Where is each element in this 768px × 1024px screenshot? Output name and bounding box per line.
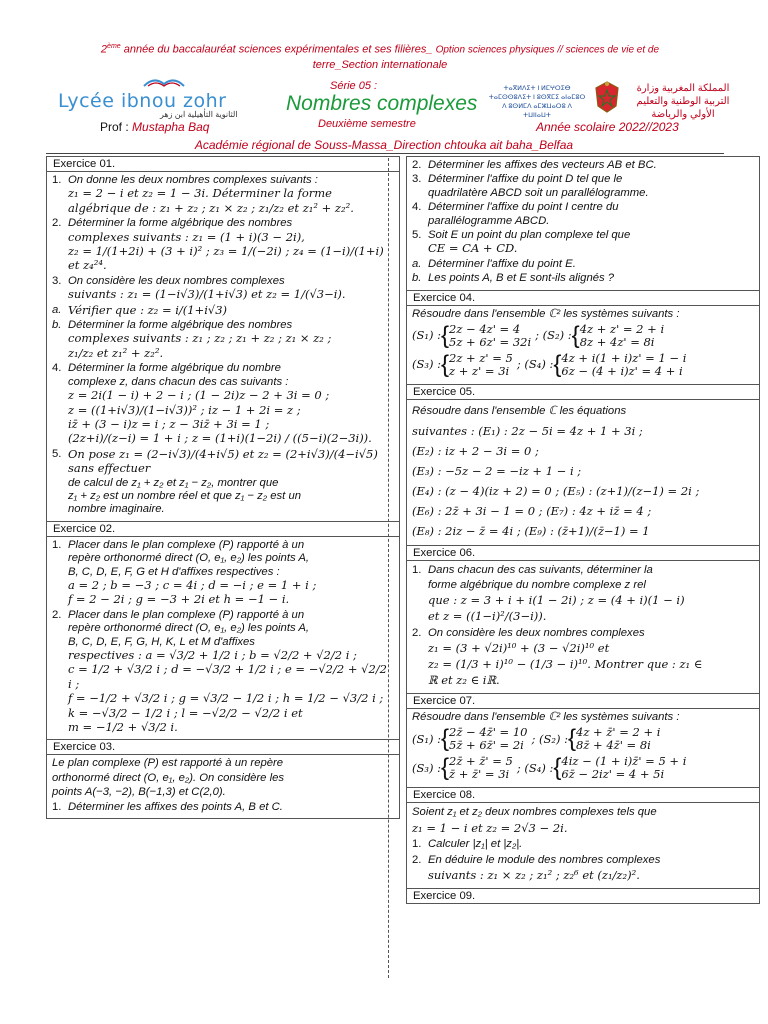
exercise-06 <box>406 561 760 693</box>
ministry-arabic: المملكة المغربية وزارة التربية الوطنية والتعليم الأولي والرياضة <box>636 83 730 120</box>
text-line: Déterminer la forme algébrique des nombres <box>68 319 293 332</box>
text-line: f = 2 − 2i ; g = −3 + 2i et h = −1 − i. <box>68 592 290 607</box>
text-line: z₁ = 1 − i et z₂ = 2√3 − 2i. <box>412 821 568 836</box>
text-line: complexe z, dans chacun des cas suivants : <box>68 375 289 388</box>
text-line: parallélogramme ABCD. <box>428 214 550 227</box>
item-number: 1. <box>412 838 422 851</box>
list-item <box>52 609 394 736</box>
text-line: On donne les deux nombres complexes suivants : <box>68 174 318 186</box>
text-line: Dans chacun des cas suivants, déterminer la <box>428 564 653 577</box>
equation: (E₂) : iz + 2 − 3i = 0 ; <box>412 444 539 459</box>
equation: (E₄) : (z − 4)(iz + 2) = 0 ; (E₅) : (z+1)/(z−1) = 2i ; <box>412 484 700 499</box>
exercise-title: Exercice 06. <box>406 545 760 561</box>
text-line: CE = CA + CD. <box>428 241 518 256</box>
item-number: 4. <box>412 201 422 214</box>
text-line: B, C, D, E, F, G et H d'affixes respectives : <box>68 565 280 578</box>
exercise-02 <box>46 537 400 740</box>
exercise-title: Exercice 05. <box>406 384 760 400</box>
system-label: (S₃) : <box>412 357 441 372</box>
equation: z̄ + z̄' = 3i <box>449 767 510 782</box>
text-line: Soient z₁ et z₂ deux nombres complexes tels que <box>412 806 657 819</box>
level-number: 2 <box>100 43 108 56</box>
text-line: forme algébrique du nombre complexe z rel <box>428 579 646 592</box>
text-line: (2z+i)/(z−i) = 1 + i ; z = (1+i)(1−2i) / ((5−i)(2−3i)). <box>68 431 372 446</box>
school-year: Année scolaire 2022//2023 <box>536 120 679 134</box>
equation: (E₆) : 2z̄ + 3i − 1 = 0 ; (E₇) : 4z + iz̄ = 4 ; <box>412 504 652 519</box>
text-line: ℝ et z₂ ∈ iℝ. <box>428 673 500 688</box>
list-item <box>412 229 754 257</box>
exercise-07 <box>406 709 760 787</box>
text-line: nombre imaginaire. <box>68 503 165 516</box>
text-line: z₁ = (3 + √2i)¹⁰ + (3 − √2i)¹⁰ et <box>428 641 610 656</box>
text-line: Déterminer la forme algébrique du nombre <box>68 362 281 375</box>
exercise-title: Exercice 09. <box>406 888 760 904</box>
text-line: que : z = 3 + i + i(1 − 2i) ; z = (4 + i)(1 − i) <box>428 593 685 608</box>
equation: 2z + z' = 5 <box>449 351 513 366</box>
text-line: et z = ((1−i)²/(3−i)). <box>428 609 547 624</box>
level-section: terre_Section internationale <box>312 58 448 71</box>
open-book-icon <box>142 74 186 88</box>
list-item <box>52 304 394 318</box>
level-option: Option sciences physiques // sciences de vie et de <box>435 44 660 56</box>
text-line: En déduire le module des nombres complexes <box>428 854 661 867</box>
system-row: (S₃) : { 2z + z' = 5 z + z' = 3i ; (S₄) : { 4z + i(1 + i)z' = 1 − i 6z − (4 + i)z' = 4 + i <box>412 351 687 379</box>
exercise-title: Exercice 02. <box>46 521 400 537</box>
equation: 2z − 4z' = 4 <box>449 322 521 337</box>
system-label: ; (S₂) : <box>531 731 568 746</box>
text-line: B, C, D, E, F, G, H, K, L et M d'affixes <box>68 635 255 648</box>
equation: 2z̄ + z̄' = 5 <box>449 754 513 769</box>
text-line: z₁/z₂ et z₁² + z₂². <box>68 345 164 360</box>
item-letter: a. <box>412 257 422 270</box>
system-row: (S₁) : { 2z − 4z' = 4 5z + 6z' = 32i ; (S₂) : { 4z + z' = 2 + i 8z + 4z' = 8i <box>412 322 665 350</box>
page-title: Nombres complexes <box>286 92 478 115</box>
academy: Académie régional de Souss-Massa_Direction chtouka ait baha_Belfaa <box>194 138 574 152</box>
system-label: (S₁) : <box>412 328 441 343</box>
text-line: Déterminer les affixes des vecteurs AB et BC. <box>428 159 657 171</box>
equation: 8z + 4z' = 8i <box>579 335 655 350</box>
text-line: complexes suivants : z₁ ; z₂ ; z₁ + z₂ ; z₁ × z₂ ; <box>68 331 332 346</box>
item-number: 1. <box>52 174 62 186</box>
system-row: (S₃) : { 2z̄ + z̄' = 5 z̄ + z̄' = 3i ; (S₄) : { 4iz − (1 + i)z̄' = 5 + i 6z̄ − 2iz' = 4 + 5i <box>412 754 687 782</box>
text-line: f = −1/2 + √3/2 i ; g = √3/2 − 1/2 i ; h = 1/2 − √3/2 i ; <box>68 691 384 706</box>
exercise-03 <box>46 755 400 819</box>
text-line: respectives : a = √3/2 + 1/2 i ; b = √2/2 + √2/2 i ; <box>68 648 357 662</box>
text-line: Résoudre dans l'ensemble ℂ² les systèmes suivants : <box>412 307 680 320</box>
course-level <box>40 40 720 72</box>
list-item <box>412 173 754 200</box>
item-number: 1. <box>52 538 62 551</box>
exercise-title: Exercice 04. <box>406 290 760 306</box>
text-line: suivants : z₁ = (1−i√3)/(1+i√3) et z₂ = 1/(√3−i). <box>68 287 346 302</box>
exercise-03-continued <box>406 156 760 290</box>
equation: 8z̄ + 4z̄' = 8i <box>576 738 651 753</box>
header-rule <box>46 153 724 154</box>
item-number: 1. <box>412 564 422 577</box>
text-line: m = −1/2 + √3/2 i. <box>68 720 178 735</box>
equation: 5z̄ + 6z̄' = 2i <box>449 738 524 753</box>
list-item <box>52 174 394 216</box>
text-line: Placer dans le plan complexe (P) rapporté à un <box>68 538 305 551</box>
list-item <box>52 448 394 517</box>
level-line: année du baccalauréat sciences expérimentales et ses filières_ <box>123 43 433 56</box>
equation: 4z + z' = 2 + i <box>579 322 665 337</box>
teacher-label: Prof : <box>100 120 129 134</box>
equation: 4z + i(1 + i)z' = 1 − i <box>561 351 687 366</box>
semester: Deuxième semestre <box>318 118 416 130</box>
text-line: repère orthonormé direct (O, e₁, e₂) les points A, <box>68 622 310 635</box>
text-line: z = ((1+i√3)/(1−i√3))² ; iz − 1 + 2i = z ; <box>68 402 301 417</box>
item-number: 2. <box>412 627 422 640</box>
item-number: 4. <box>52 362 62 375</box>
equation: 6z − (4 + i)z' = 4 + i <box>561 364 683 379</box>
text-line: z = 2i(1 − i) + 2 − i ; (1 − 2i)z − 2 + 3i = 0 ; <box>68 388 330 403</box>
text-line: algébrique de : z₁ + z₂ ; z₁ × z₂ ; z₁/z₂ et z₁² + z₂². <box>68 200 354 215</box>
item-number: 2. <box>412 854 422 867</box>
list-item <box>52 319 394 361</box>
coat-of-arms-icon <box>592 80 622 114</box>
item-number: 2. <box>412 159 422 171</box>
text-line: de calcul de z₁ + z₂ et z₁ − z₂, montrer que <box>68 476 279 489</box>
system-label: ; (S₂) : <box>535 328 572 343</box>
equation: suivantes : (E₁) : 2z − 5i = 4z + 1 + 3i ; <box>412 424 643 439</box>
text-line: Déterminer l'affixe du point I centre du <box>428 201 619 214</box>
equation: 4z + z̄' = 2 + i <box>576 725 661 740</box>
list-item <box>412 272 754 285</box>
text-line: Déterminer l'affixe du point E. <box>428 257 576 270</box>
text-line: orthonormé direct (O, e₁, e₂). On considère les <box>52 771 285 784</box>
text-line: a = 2 ; b = −3 ; c = 4i ; d = −i ; e = 1 + i ; <box>68 577 317 592</box>
equation: 5z + 6z' = 32i <box>449 335 532 350</box>
exercise-04 <box>406 306 760 384</box>
text-line: Calculer |z₁| et |z₂|. <box>428 838 523 851</box>
list-item <box>52 275 394 303</box>
left-column <box>46 156 400 819</box>
item-letter: b. <box>412 272 422 285</box>
school-logo <box>52 82 262 118</box>
text-line: z₂ = 1/(1+2i) + (3 + i)² ; z₃ = 1/(−2i) ; z₄ = (1−i)/(1+i) et z₄²⁴. <box>68 244 384 273</box>
item-letter: b. <box>52 319 62 332</box>
list-item <box>412 626 754 689</box>
text-line: On considère les deux nombres complexes <box>428 627 645 640</box>
text-line: Résoudre dans l'ensemble ℂ² les systèmes suivants : <box>412 711 680 724</box>
text-line: Le plan complexe (P) est rapporté à un repère <box>52 757 284 770</box>
school-name: Lycée ibnou zohr <box>58 90 227 112</box>
text-line: Placer dans le plan complexe (P) rapporté à un <box>68 608 305 621</box>
list-item <box>412 853 754 884</box>
text-line: Vérifier que : z₂ = i/(1+i√3) <box>68 302 228 317</box>
exercise-05 <box>406 400 760 545</box>
text-line: Soit E un point du plan complexe tel que <box>428 229 631 242</box>
list-item <box>412 258 754 271</box>
list-item <box>52 539 394 608</box>
text-line: suivants : z₁ × z₂ ; z₁² ; z₂⁶ et (z₁/z₂)². <box>428 868 640 883</box>
level-sup: ème <box>107 43 121 50</box>
equation: (E₃) : −5z − 2 = −iz + 1 − i ; <box>412 464 582 479</box>
teacher <box>100 120 209 134</box>
exercise-title: Exercice 03. <box>46 739 400 755</box>
list-item <box>412 837 754 852</box>
item-number: 2. <box>52 608 62 621</box>
item-number: 3. <box>52 274 62 287</box>
list-item <box>412 563 754 625</box>
ministry-amazigh: ⵜⴰⴳⵍⴷⵉⵜ ⵏ ⵍⵎⵖⵔⵉⴱ ⵜⴰⵎⵙⵙⵓⴷⵉⵜ ⵏ ⵓⵙⴳⵎⵉ ⴰⵏⴰⵎⵓⵔ ⴷ ⵓⵙⵍⵎⴷ ⴰⵎⵣⵡⴰⵔⵓ ⴷ ⵜⵡⵏⵏⴰⵡⵜ <box>488 85 586 119</box>
text-line: On pose z₁ = (2−i√3)/(4+i√5) et z₂ = (2+i√3)/(4−i√5) sans effectuer <box>68 446 378 476</box>
system-label: (S₁) : <box>412 731 441 746</box>
equation: (E₈) : 2iz − z̄ = 4i ; (E₉) : (z̄+1)/(z̄−1) = 1 <box>412 524 650 539</box>
text-line: repère orthonormé direct (O, e₁, e₂) les points A, <box>68 552 310 565</box>
system-label: (S₃) : <box>412 760 441 775</box>
teacher-name: Mustapha Baq <box>132 120 210 134</box>
text-line: quadrilatère ABCD soit un parallélogramme. <box>428 186 649 199</box>
list-item <box>412 201 754 228</box>
exercise-title: Exercice 07. <box>406 693 760 709</box>
exercise-title: Exercice 08. <box>406 787 760 803</box>
text-line: z₁ + z₂ est un nombre réel et que z₁ − z₂ est un <box>68 489 302 502</box>
text-line: Déterminer l'affixe du point D tel que le <box>428 173 623 186</box>
system-row: (S₁) : { 2z̄ − 4z̄' = 10 5z̄ + 6z̄' = 2i ; (S₂) : { 4z + z̄' = 2 + i 8z̄ + 4z̄' = 8i <box>412 725 661 753</box>
text-line: complexes suivants : z₁ = (1 + i)(3 − 2i), <box>68 229 305 244</box>
item-number: 5. <box>52 447 62 460</box>
exercise-01 <box>46 172 400 521</box>
equation: 6z̄ − 2iz' = 4 + 5i <box>561 767 665 782</box>
text-line: z₁ = 2 − i et z₂ = 1 − 3i. Déterminer la forme <box>68 186 332 201</box>
system-label: ; (S₄) : <box>516 357 554 372</box>
equation: 2z̄ − 4z̄' = 10 <box>449 725 528 740</box>
list-item <box>52 217 394 274</box>
text-line: points A(−3, −2), B(−1,3) et C(2,0). <box>52 786 226 799</box>
item-number: 2. <box>52 217 62 230</box>
equation: 4iz − (1 + i)z̄' = 5 + i <box>561 754 687 769</box>
text-line: iz̄ + (3 − i)z = i ; z − 3iz̄ + 3i = 1 ; <box>68 416 270 431</box>
item-letter: a. <box>52 303 62 316</box>
system-label: ; (S₄) : <box>516 760 554 775</box>
text-line: k = −√3/2 − 1/2 i ; l = −√2/2 − √2/2 i et <box>68 705 303 720</box>
series-label: Série 05 : <box>330 80 378 92</box>
equation: z + z' = 3i <box>449 364 510 379</box>
text-line: z₂ = (1/3 + i)¹⁰ − (1/3 − i)¹⁰. Montrer que : z₁ ∈ <box>428 657 703 672</box>
item-number: 1. <box>52 800 62 813</box>
text-line: On considère les deux nombres complexes <box>68 274 285 287</box>
exercise-08 <box>406 803 760 888</box>
text-line: c = 1/2 + √3/2 i ; d = −√3/2 + 1/2 i ; e = −√2/2 + √2/2 i ; <box>68 662 387 691</box>
list-item <box>52 801 394 814</box>
text-line: Déterminer les affixes des points A, B et C. <box>68 800 283 813</box>
text-line: Les points A, B et E sont-ils alignés ? <box>428 272 615 285</box>
item-number: 5. <box>412 229 422 242</box>
text-line: Déterminer la forme algébrique des nombres <box>68 217 293 230</box>
right-column <box>406 156 760 904</box>
list-item <box>412 159 754 172</box>
list-item <box>52 362 394 446</box>
school-name-ar: الثانوية التأهيلية ابن زهر <box>160 110 238 119</box>
text-line: Résoudre dans l'ensemble ℂ les équations <box>412 405 627 418</box>
item-number: 3. <box>412 173 422 186</box>
header <box>0 0 768 158</box>
exercise-title: Exercice 01. <box>46 156 400 172</box>
